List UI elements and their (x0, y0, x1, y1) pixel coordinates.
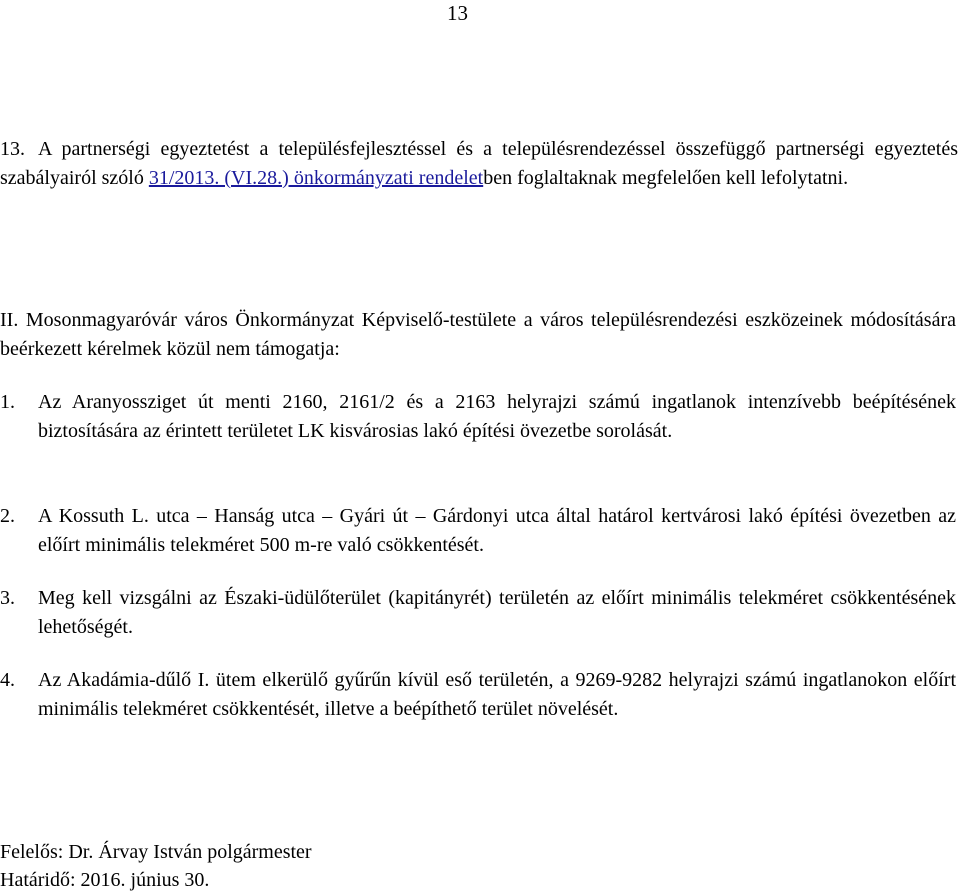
list-item-text: Az Aranyossziget út menti 2160, 2161/2 és a 2163 helyrajzi számú ingatlanok intenzívebb beépítésének biztosítására az érintett területet LK kisvárosias lakó építési övezetbe sorolását. (38, 391, 956, 442)
page-number: 13 (447, 1, 468, 25)
item-13-paragraph (0, 135, 958, 193)
list-item-text: Az Akadámia-dűlő I. ütem elkerülő gyűrűn kívül eső területén, a 9269-9282 helyrajzi számú ingatlanokon előírt minimális telekméret csökkentését, illetve a beépíthető terület növelését. (38, 669, 956, 720)
item-13-text-before: A partnerségi egyeztetést a településfejlesztéssel és a településrendezéssel összefüggő partnerségi egyeztetés szabályairól szóló (0, 138, 958, 189)
list-item-text: A Kossuth L. utca – Hanság utca – Gyári út – Gárdonyi utca által határol kertvárosi lakó építési övezetben az előírt minimális telekméret 500 m-re való csökkentését. (38, 505, 956, 556)
list-item-1 (0, 388, 956, 446)
list-item-3 (0, 584, 956, 642)
section-2-heading-paragraph: II. Mosonmagyaróvár város Önkormányzat Képviselő-testülete a város településrendezési eszközeinek módosítására beérkezett kérelmek közül nem támogatja: (0, 309, 956, 360)
responsibility-block (0, 838, 312, 894)
regulation-link[interactable]: 31/2013. (VI.28.) önkormányzati rendelet (148, 167, 484, 189)
item-13-number: 13. (0, 138, 25, 160)
list-item-number: 3. (0, 587, 15, 609)
list-item-text: Meg kell vizsgálni az Északi-üdülőterület (kapitányrét) területén az előírt minimális telekméret csökkentésének lehetőségét. (38, 587, 956, 638)
responsible-line: Felelős: Dr. Árvay István polgármester (0, 841, 312, 863)
list-item-number: 4. (0, 669, 15, 691)
list-item-number: 2. (0, 505, 15, 527)
deadline-line: Határidő: 2016. június 30. (0, 869, 210, 891)
list-item-4 (0, 666, 956, 724)
item-13-text-after: ben foglaltaknak megfelelően kell lefolytatni. (483, 167, 849, 189)
list-item-number: 1. (0, 391, 15, 413)
list-item-2 (0, 502, 956, 560)
